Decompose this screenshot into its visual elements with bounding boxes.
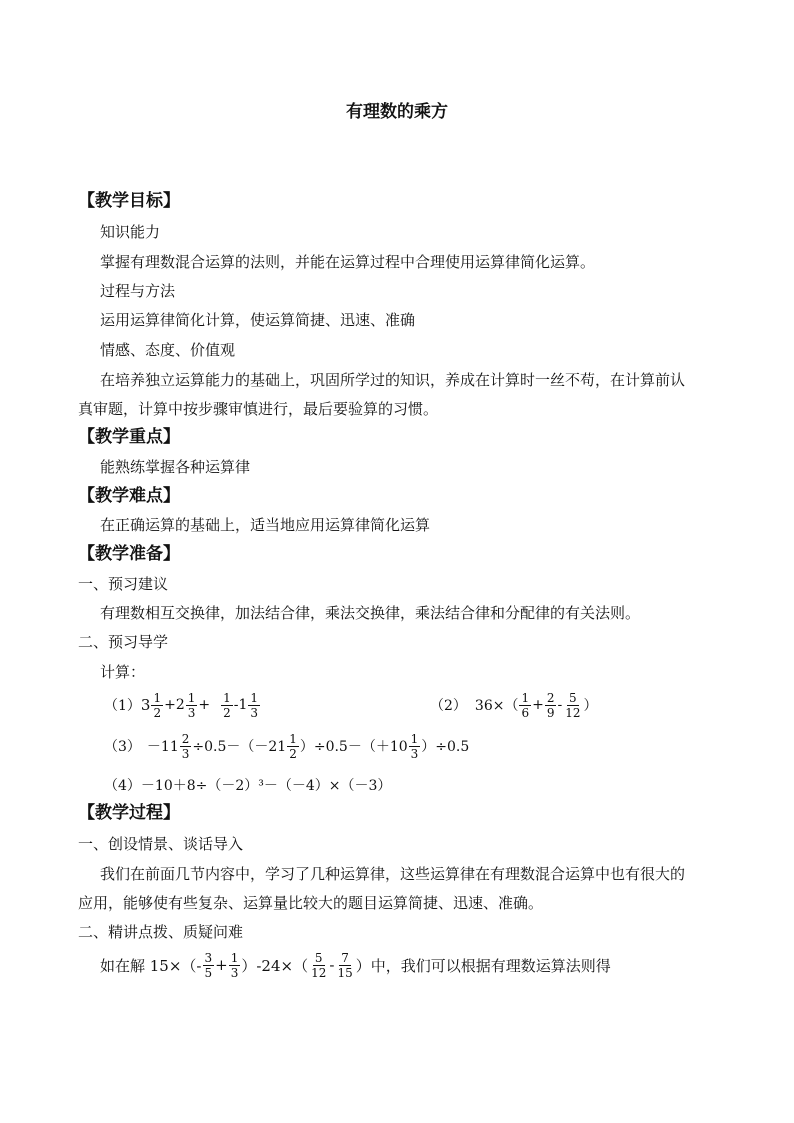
goals-item: 真审题，计算中按步骤审慎进行，最后要验算的习惯。 [78,400,439,418]
process-sub2: 二、精讲点拨、质疑问难 [78,923,244,941]
goals-heading: 【教学目标】 [78,191,180,211]
goals-item: 掌握有理数混合运算的法则，并能在运算过程中合理使用运算律简化运算。 [100,253,596,271]
ex-part: ）中，我们可以根据有理数运算法则得 [355,956,611,975]
example-expression [100,945,611,985]
ex-frac-4: $\frac{7}{15}$ [337,950,353,980]
goals-item: 在培养独立运算能力的基础上，巩固所学过的知识，养成在计算时一丝不苟，在计算前认 [100,371,686,389]
p2-frac-1: $\frac{1}{6}$ [521,690,530,720]
p2-pre: 36×（ [474,698,519,714]
ex-frac-1: $\frac{3}{5}$ [204,950,213,980]
problem-1 [104,685,261,725]
p1-frac-4: $\frac{1}{3}$ [250,690,259,720]
problem-3-label: （3） [104,739,141,755]
key-text: 能熟练掌握各种运算律 [100,458,251,476]
p3-part: ÷0.5－（－21 [192,739,287,755]
calc-label: 计算： [100,663,146,681]
problem-4: （4）－10＋8÷（－2）³－（－4）×（－3） [104,778,392,794]
process-sub1-text: 应用，能够使有些复杂、运算量比较大的题目运算简捷、迅速、准确。 [78,894,544,912]
problem-1-label: （1） [104,698,141,714]
p1-op: +2 [164,697,185,713]
goals-item: 过程与方法 [100,282,176,300]
ex-frac-2: $\frac{1}{3}$ [230,950,239,980]
problem-2 [430,685,598,725]
p1-frac-2: $\frac{1}{3}$ [187,690,196,720]
page-title: 有理数的乘方 [346,102,448,122]
goals-item: 知识能力 [100,223,161,241]
p3-part: ）÷0.5 [421,739,470,755]
p1-op: -1 [233,697,248,713]
p2-frac-3: $\frac{5}{12}$ [565,690,581,720]
p3-frac-1: $\frac{2}{3}$ [181,731,190,761]
key-heading: 【教学重点】 [78,427,180,447]
prep-sub1-text: 有理数相互交换律，加法结合律，乘法交换律，乘法结合律和分配律的有关法则。 [100,604,641,622]
process-heading: 【教学过程】 [78,803,180,823]
p3-part: ）÷0.5－（＋10 [299,739,408,755]
p2-frac-2: $\frac{2}{9}$ [546,690,555,720]
process-sub1: 一、创设情景、谈话导入 [78,835,244,853]
problem-3 [104,726,469,766]
p1-frac-1: $\frac{1}{2}$ [153,690,162,720]
p3-frac-2: $\frac{1}{2}$ [289,731,297,761]
difficulty-heading: 【教学难点】 [78,486,180,506]
ex-part: 如在解 15×（- [100,956,202,975]
prep-sub1: 一、预习建议 [78,575,169,593]
process-sub1-text: 我们在前面几节内容中，学习了几种运算律，这些运算律在有理数混合运算中也有很大的 [100,865,686,883]
p3-part: －11 [146,739,179,755]
goals-item: 情感、态度、价值观 [100,341,236,359]
p2-op: - [557,697,563,713]
ex-op: + [215,956,228,974]
problem-2-label: （2） [430,698,467,714]
p1-op: + [198,697,211,713]
p1-whole: 3 [140,696,151,714]
p2-post: ） [583,698,598,714]
ex-frac-3: $\frac{5}{12}$ [311,950,327,980]
p1-frac-3: $\frac{1}{2}$ [223,690,231,720]
prep-sub2: 二、预习导学 [78,633,169,651]
ex-part: ）-24×（ [241,956,309,975]
p3-frac-3: $\frac{1}{3}$ [410,731,419,761]
ex-op: - [329,956,335,974]
prep-heading: 【教学准备】 [78,544,180,564]
goals-item: 运用运算律简化计算，使运算简捷、迅速、准确 [100,311,416,329]
difficulty-text: 在正确运算的基础上，适当地应用运算律简化运算 [100,516,431,534]
p2-op: + [532,697,544,713]
